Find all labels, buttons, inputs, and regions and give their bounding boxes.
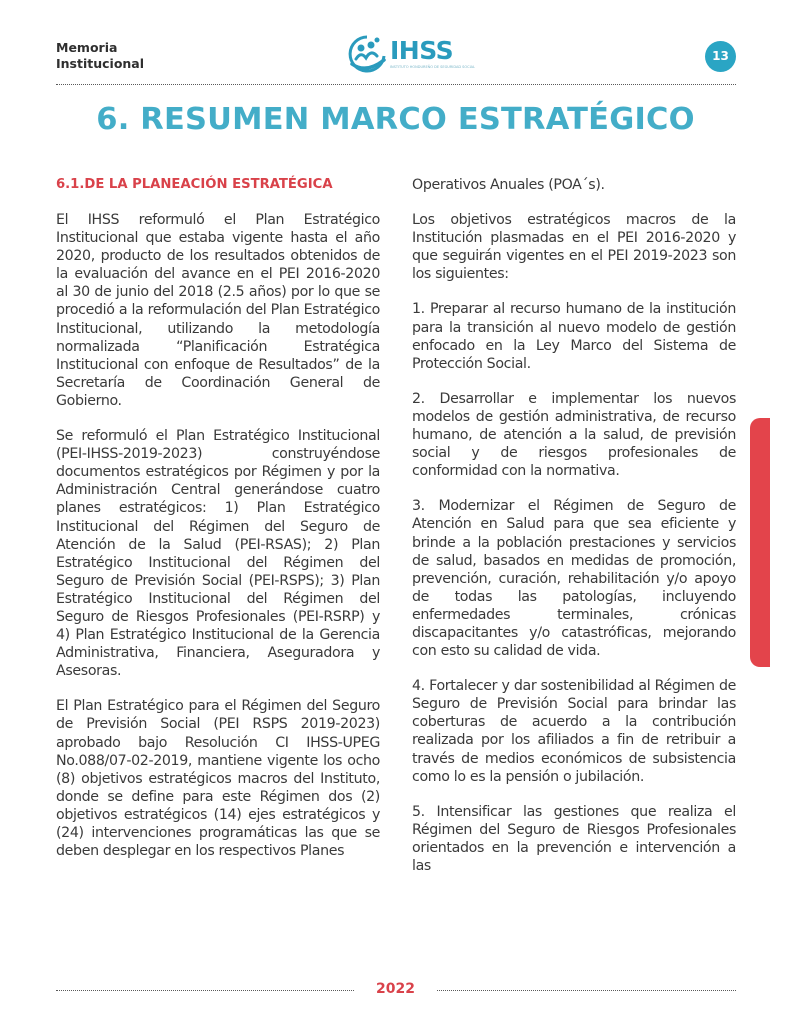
side-tab-marker <box>750 418 770 667</box>
paragraph: Se reformuló el Plan Estratégico Institucional (PEI-IHSS-2019-2023) construyéndose documentos estratégicos por Régimen y por la Administración Central generándose cuatro planes estratégicos: 1) Plan Estratégico Institucional del Régimen del Seguro de Atención de la Salud (PEI-RSAS); 2) Plan Estratégico Institucional del Régimen del Seguro de Previsión Social (PEI-RSPS); 3) Plan Estratégico Institucional del Régimen del Seguro de Riesgos Profesionales (PEI-RSRP) y 4) Plan Estratégico Institucional de la Gerencia Administrativa, Financiera, Aseguradora y Asesoras. <box>56 428 380 680</box>
objective-item: 2. Desarrollar e implementar los nuevos modelos de gestión administrativa, de recurso humano, de atención a la salud, de previsión social y de riesgos profesionales de conformidad con la normativa. <box>412 390 736 480</box>
section-heading: 6.1.DE LA PLANEACIÓN ESTRATÉGICA <box>56 177 333 192</box>
objective-item: 4. Fortalecer y dar sostenibilidad al Régimen de Seguro de Previsión Social para brindar las coberturas de acuerdo a la contribución realizada por los afiliados a fin de retribuir a través de medios económicos de subsistencia como lo es la pensión o jubilación. <box>412 678 736 785</box>
paragraph: Los objetivos estratégicos macros de la Institución plasmadas en el PEI 2016-2020 y que seguirán vigentes en el PEI 2019-2023 son los siguientes: <box>412 212 736 283</box>
logo-wordmark: IHSS <box>390 36 454 65</box>
objective-item: 3. Modernizar el Régimen de Seguro de Atención en Salud para que sea eficiente y brinde a la población prestaciones y servicios de salud, basados en medidas de promoción, prevención, curación, rehabilitación y/o apoyo de todas las patologías, incluyendo enfermedades terminales, crónicas discapacitantes y/o catastróficas, mejorando con esto su calidad de vida. <box>412 498 736 660</box>
ihss-emblem-icon <box>346 34 388 74</box>
objective-item: 1. Preparar al recurso humano de la institución para la transición al nuevo modelo de gestión enfocado en la Ley Marco del Sistema de Protección Social. <box>412 301 736 372</box>
header-divider <box>56 84 736 85</box>
paragraph: El Plan Estratégico para el Régimen del Seguro de Previsión Social (PEI RSPS 2019-2023) aprobado bajo Resolución CI IHSS-UPEG No.088/07-02-2019, mantiene vigente los ocho (8) objetivos estratégicos macros del Instituto, donde se define para este Régimen dos (2) objetivos estratégicos (14) ejes estratégicos y (24) intervenciones programáticas las que se deben desplegar en los respectivos Planes <box>56 698 380 860</box>
document-title <box>56 40 144 72</box>
document-title-line2: Institucional <box>56 56 145 71</box>
left-column <box>56 176 380 877</box>
page-title: 6. RESUMEN MARCO ESTRATÉGICO <box>96 102 695 137</box>
right-column <box>412 176 736 892</box>
footer-year: 2022 <box>376 981 415 997</box>
objective-item: 5. Intensificar las gestiones que realiza el Régimen del Seguro de Riesgos Profesionales orientados en la prevención e intervención a las <box>412 803 736 874</box>
paragraph: Operativos Anuales (POA´s). <box>412 177 605 193</box>
page-number-badge: 13 <box>705 41 736 72</box>
logo-subtext: INSTITUTO HONDUREÑO DE SEGURIDAD SOCIAL <box>390 65 475 69</box>
paragraph: El IHSS reformuló el Plan Estratégico Institucional que estaba vigente hasta el año 2020, producto de los resultados obtenidos de la evaluación del avance en el PEI 2016-2020 al 30 de junio del 2018 (2.5 años) por lo que se procedió a la reformulación del Plan Estratégico Institucional, utilizando la metodología normalizada “Planificación Estratégica Institucional con enfoque de Resultados” de la Secretaría de Coordinación General de Gobierno. <box>56 212 380 409</box>
ihss-logo <box>346 34 475 74</box>
document-title-line1: Memoria <box>56 40 118 55</box>
